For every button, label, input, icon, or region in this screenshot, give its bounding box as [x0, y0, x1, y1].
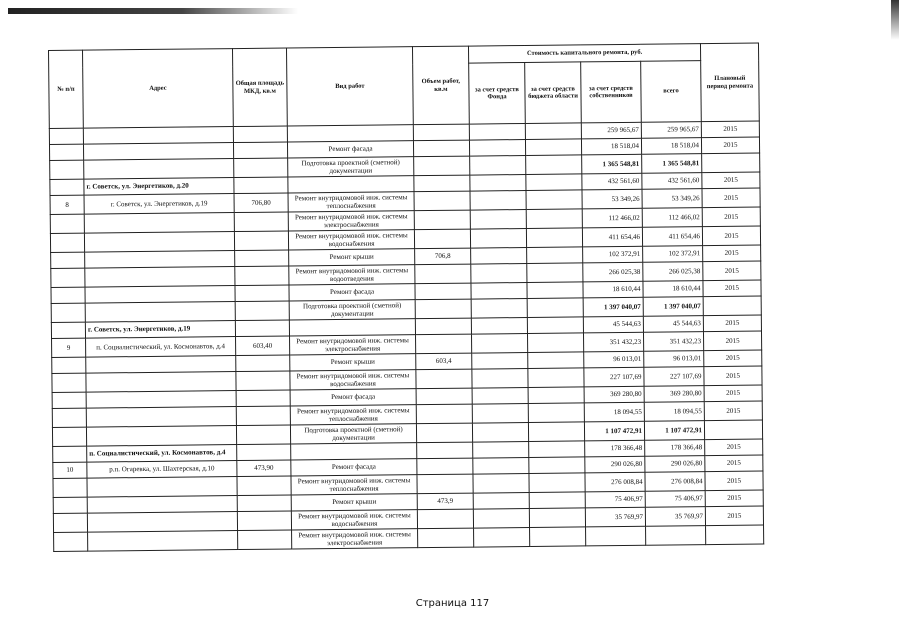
cell-num [50, 214, 84, 233]
cell-fund [470, 156, 526, 176]
cell-total: 75 406,97 [645, 491, 705, 508]
cell-total: 96 013,01 [644, 351, 704, 368]
cell-owners: 1 107 472,91 [584, 421, 644, 441]
header-address: Адрес [83, 49, 234, 129]
cell-address: г. Советск, ул. Энергетиков, д.19 [85, 321, 235, 339]
cell-fund [470, 175, 526, 192]
cell-area [235, 320, 289, 337]
cell-area [234, 177, 288, 194]
cell-period [703, 296, 761, 316]
cell-period: 2015 [703, 245, 761, 262]
cell-region [527, 298, 583, 318]
cell-volume [414, 175, 470, 192]
cell-fund [472, 352, 528, 369]
cell-area: 706,80 [234, 193, 288, 213]
cell-area [236, 390, 290, 407]
cell-address [86, 407, 236, 428]
cell-owners: 96 013,01 [584, 351, 644, 368]
cell-region [529, 457, 585, 474]
cell-area [234, 158, 288, 178]
cell-num [54, 532, 88, 551]
cell-total: 18 518,04 [641, 138, 701, 155]
cell-owners: 53 349,26 [582, 189, 642, 209]
cell-owners: 1 397 040,07 [583, 297, 643, 317]
cell-total: 102 372,91 [643, 246, 703, 263]
cell-address: п. Социалистический, ул. Космонавтов, д.4 [87, 445, 237, 463]
header-cost-group: Стоимость капитального ремонта, руб. [468, 44, 700, 63]
cell-total: 112 466,02 [642, 208, 702, 228]
cell-total: 369 280,80 [644, 386, 704, 403]
cell-address [86, 391, 236, 409]
cell-num [51, 268, 85, 287]
cell-num [49, 144, 83, 160]
cell-total: 276 008,84 [645, 472, 705, 492]
cell-period: 2015 [703, 261, 761, 281]
cell-volume [414, 156, 470, 176]
cell-owners: 276 008,84 [585, 472, 645, 492]
cell-total: 259 965,67 [641, 122, 701, 139]
cell-fund [471, 282, 527, 299]
cell-fund [470, 229, 526, 249]
cell-region [525, 139, 581, 156]
cell-area: 473,90 [237, 460, 291, 477]
cell-num [52, 427, 86, 446]
cell-num [51, 287, 85, 303]
cell-fund [469, 140, 525, 157]
cell-owners: 227 107,69 [584, 367, 644, 387]
cell-region [529, 473, 585, 493]
cell-period [702, 153, 760, 173]
cell-num [51, 322, 85, 338]
cell-volume [415, 264, 471, 284]
header-region: за счет средств бюджета области [525, 62, 582, 124]
cell-address [84, 213, 234, 234]
table-body [49, 121, 763, 551]
cell-work: Ремонт фасада [289, 284, 415, 301]
cell-volume [415, 283, 471, 300]
cell-region [527, 282, 583, 299]
cell-work: Ремонт крыши [291, 494, 417, 511]
cell-work: Ремонт фасада [287, 141, 413, 158]
cell-area [235, 285, 289, 302]
cell-total: 411 654,46 [642, 227, 702, 247]
cell-fund [470, 210, 526, 230]
cell-owners: 18 518,04 [581, 138, 641, 155]
cell-period [704, 420, 762, 440]
cell-owners: 259 965,67 [581, 122, 641, 139]
cell-work: Ремонт крыши [290, 354, 416, 371]
cell-period: 2015 [703, 331, 761, 351]
cell-total: 432 561,60 [642, 173, 702, 190]
cell-address: г. Советск, ул. Энергетиков, д.20 [84, 178, 234, 196]
cell-work [288, 176, 414, 193]
cell-total: 266 025,38 [643, 262, 703, 282]
cell-area [235, 301, 289, 321]
cell-period: 2015 [702, 188, 760, 208]
cell-region [530, 527, 586, 547]
cell-num [52, 408, 86, 427]
cell-volume [416, 404, 472, 424]
cell-fund [473, 457, 529, 474]
cell-fund [473, 508, 529, 528]
repair-plan-table [48, 43, 764, 552]
cell-work: Ремонт внутридомовой инж. системы теплоснабжения [288, 192, 414, 212]
cell-total: 53 349,26 [642, 189, 702, 209]
cell-fund [473, 492, 529, 509]
cell-num [53, 497, 87, 513]
cell-area [236, 371, 290, 391]
cell-fund [474, 527, 530, 547]
cell-volume [413, 140, 469, 157]
cell-num [53, 513, 87, 532]
cell-total: 227 107,69 [644, 367, 704, 387]
cell-period: 2015 [704, 366, 762, 386]
cell-region [526, 190, 582, 210]
cell-volume [416, 369, 472, 389]
cell-owners: 351 432,23 [583, 332, 643, 352]
cell-owners: 18 610,44 [583, 281, 643, 298]
cell-address [87, 496, 237, 514]
cell-address: р.п. Огаревка, ул. Шахтерская, д.10 [87, 461, 237, 479]
cell-volume [417, 442, 473, 459]
cell-total: 45 544,63 [643, 316, 703, 333]
cell-num: 8 [50, 195, 84, 214]
cell-num [50, 160, 84, 179]
cell-total: 178 366,48 [645, 440, 705, 457]
cell-address [88, 531, 238, 552]
cell-work: Ремонт внутридомовой инж. системы водоснабжения [290, 370, 416, 390]
cell-address [86, 372, 236, 393]
cell-volume: 473,9 [417, 493, 473, 510]
cell-area [233, 142, 287, 159]
cell-total: 1 397 040,07 [643, 297, 703, 317]
cell-owners: 35 769,97 [585, 507, 645, 527]
cell-work: Подготовка проектной (сметной) документации [290, 424, 416, 444]
cell-period: 2015 [702, 172, 760, 189]
cell-period: 2015 [702, 226, 760, 246]
cell-area [235, 250, 289, 267]
header-owners: за счет средств собственников [581, 61, 642, 123]
cell-work: Подготовка проектной (сметной) документации [288, 157, 414, 177]
cell-volume [416, 423, 472, 443]
cell-owners: 18 094,55 [584, 402, 644, 422]
cell-work: Ремонт фасада [290, 389, 416, 406]
header-area: Общая площадь МКД, кв.м [232, 48, 287, 127]
cell-owners: 266 025,38 [583, 262, 643, 282]
cell-owners: 102 372,91 [583, 246, 643, 263]
header-num: № п/п [49, 50, 84, 128]
cell-total: 18 610,44 [643, 281, 703, 298]
cell-fund [471, 247, 527, 264]
cell-fund [473, 441, 529, 458]
cell-period: 2015 [701, 137, 759, 154]
cell-num [52, 357, 86, 373]
cell-num [53, 478, 87, 497]
cell-fund [471, 298, 527, 318]
scan-corner-shadow [891, 0, 899, 40]
cell-work [291, 443, 417, 460]
cell-work: Ремонт фасада [291, 459, 417, 476]
cell-region [529, 492, 585, 509]
cell-address [87, 477, 237, 498]
cell-num [51, 303, 85, 322]
cell-area [237, 476, 291, 496]
cell-period: 2015 [705, 471, 763, 491]
cell-period: 2015 [704, 350, 762, 367]
cell-num: 9 [52, 338, 86, 357]
cell-fund [473, 473, 529, 493]
cell-region [527, 263, 583, 283]
cell-work: Ремонт внутридомовой инж. системы водоснабжения [291, 510, 417, 530]
cell-num [53, 446, 87, 462]
cell-volume [418, 528, 474, 548]
cell-region [526, 228, 582, 248]
scan-edge-shadow [8, 8, 298, 14]
cell-area [236, 406, 290, 426]
cell-work [289, 319, 415, 336]
cell-area [234, 212, 288, 232]
cell-work: Ремонт внутридомовой инж. системы теплоснабжения [290, 405, 416, 425]
cell-fund [472, 422, 528, 442]
cell-region [528, 403, 584, 423]
cell-num [51, 252, 85, 268]
cell-total: 35 769,97 [645, 507, 705, 527]
cell-period: 2015 [702, 207, 760, 227]
cell-address [85, 286, 235, 304]
cell-owners: 75 406,97 [585, 491, 645, 508]
cell-fund [472, 403, 528, 423]
cell-period [706, 525, 764, 545]
cell-region [528, 422, 584, 442]
cell-num [52, 392, 86, 408]
cell-num [52, 373, 86, 392]
cell-volume [416, 334, 472, 354]
cell-area [234, 231, 288, 251]
cell-region [526, 209, 582, 229]
cell-volume [414, 191, 470, 211]
cell-period: 2015 [705, 506, 763, 526]
cell-volume [417, 509, 473, 529]
cell-total: 290 026,80 [645, 456, 705, 473]
cell-num [49, 128, 83, 144]
cell-fund [471, 333, 527, 353]
cell-volume [414, 229, 470, 249]
cell-address: п. Социалистический, ул. Космонавтов, д.4 [86, 337, 236, 358]
cell-area: 603,40 [236, 336, 290, 356]
cell-num: 10 [53, 462, 87, 478]
document-sheet [48, 43, 763, 552]
cell-volume [414, 210, 470, 230]
cell-region [527, 317, 583, 334]
cell-address [85, 267, 235, 288]
cell-volume [415, 299, 471, 319]
cell-total: 1 365 548,81 [642, 154, 702, 174]
cell-area [237, 444, 291, 461]
cell-owners: 45 544,63 [583, 316, 643, 333]
cell-area [235, 266, 289, 286]
cell-address [83, 127, 233, 145]
header-volume: Объем работ, кв.м [412, 46, 469, 125]
cell-area [237, 495, 291, 512]
cell-address [86, 356, 236, 374]
cell-period: 2015 [703, 315, 761, 332]
cell-total [646, 526, 706, 546]
cell-owners: 1 365 548,81 [582, 154, 642, 174]
cell-region [526, 174, 582, 191]
cell-total: 18 094,55 [644, 402, 704, 422]
header-total: всего [641, 61, 702, 123]
cell-region [528, 352, 584, 369]
cell-num [50, 233, 84, 252]
cell-period: 2015 [705, 455, 763, 472]
cell-region [529, 441, 585, 458]
cell-work: Ремонт внутридомовой инж. системы водоснабжения [288, 230, 414, 250]
page-number: Страница 117 [415, 598, 490, 609]
header-fund: за счет средств Фонда [469, 63, 526, 125]
cell-owners: 432 561,60 [582, 173, 642, 190]
cell-work: Ремонт внутридомовой инж. системы теплоснабжения [291, 475, 417, 495]
cell-period: 2015 [704, 385, 762, 402]
cell-period: 2015 [705, 490, 763, 507]
cell-region [525, 123, 581, 140]
cell-owners: 290 026,80 [585, 456, 645, 473]
cell-region [528, 368, 584, 388]
cell-volume [417, 474, 473, 494]
cell-fund [470, 191, 526, 211]
cell-period: 2015 [701, 121, 759, 138]
cell-area [236, 425, 290, 445]
cell-address [85, 302, 235, 323]
cell-volume [413, 124, 469, 141]
cell-area [236, 355, 290, 372]
cell-region [529, 508, 585, 528]
cell-fund [472, 368, 528, 388]
cell-address [83, 143, 233, 161]
cell-work: Ремонт крыши [289, 249, 415, 266]
cell-area [233, 126, 287, 143]
cell-num [50, 179, 84, 195]
cell-region [527, 247, 583, 264]
cell-work [287, 125, 413, 142]
cell-period: 2015 [703, 280, 761, 297]
cell-owners: 112 466,02 [582, 208, 642, 228]
cell-address [86, 426, 236, 447]
cell-fund [469, 124, 525, 141]
cell-address [87, 512, 237, 533]
cell-fund [471, 317, 527, 334]
cell-volume: 603,4 [416, 353, 472, 370]
cell-region [527, 333, 583, 353]
header-work-type: Вид работ [286, 47, 413, 126]
cell-owners [586, 526, 646, 546]
cell-address [84, 159, 234, 180]
cell-address [84, 232, 234, 253]
cell-fund [471, 263, 527, 283]
cell-address [85, 251, 235, 269]
cell-total: 351 432,23 [643, 332, 703, 352]
cell-work: Подготовка проектной (сметной) документации [289, 300, 415, 320]
cell-total: 1 107 472,91 [644, 421, 704, 441]
cell-period: 2015 [704, 401, 762, 421]
cell-area [238, 530, 292, 550]
cell-volume [417, 458, 473, 475]
cell-address: г. Советск, ул. Энергетиков, д.19 [84, 194, 234, 215]
cell-fund [472, 387, 528, 404]
cell-region [526, 155, 582, 175]
cell-owners: 369 280,80 [584, 386, 644, 403]
header-period: Плановый период ремонта [700, 43, 759, 122]
cell-work: Ремонт внутридомовой инж. системы электроснабжения [292, 529, 418, 549]
cell-period: 2015 [705, 439, 763, 456]
cell-owners: 178 366,48 [585, 440, 645, 457]
cell-work: Ремонт внутридомовой инж. системы электроснабжения [290, 335, 416, 355]
cell-volume [415, 318, 471, 335]
cell-owners: 411 654,46 [582, 227, 642, 247]
cell-volume [416, 388, 472, 405]
cell-work: Ремонт внутридомовой инж. системы электроснабжения [288, 211, 414, 231]
cell-volume: 706,8 [415, 248, 471, 265]
cell-region [528, 387, 584, 404]
cell-work: Ремонт внутридомовой инж. системы водоотведения [289, 265, 415, 285]
cell-area [237, 511, 291, 531]
